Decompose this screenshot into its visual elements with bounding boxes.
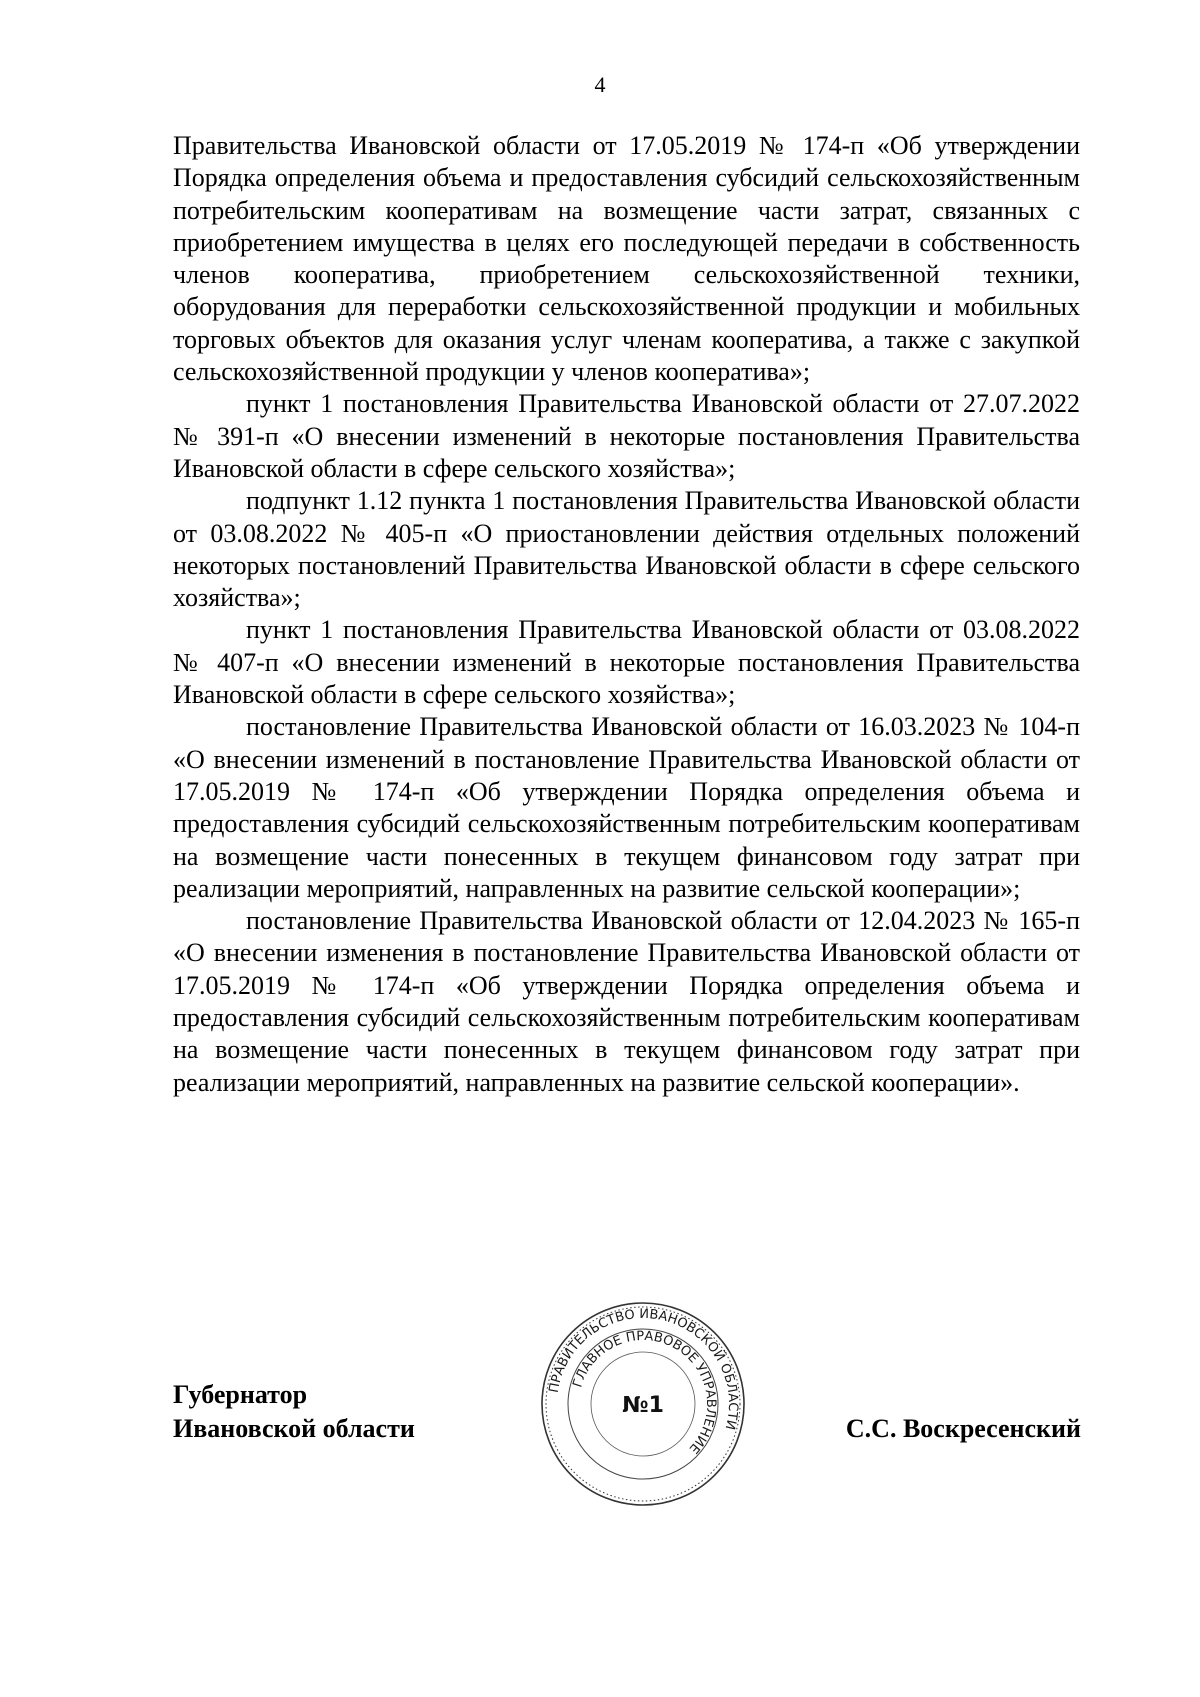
paragraph: пункт 1 постановления Правительства Ивановской области от 27.07.2022 № 391-п «О внесении изменений в некоторые постановления Правительства Ивановской области в сфере сельского хозяйства»; xyxy=(173,389,1080,483)
paragraph: Правительства Ивановской области от 17.05.2019 № 174-п «Об утверждении Порядка определения объема и предоставления субсидий сельскохозяйственным потребительским кооперативам на возмещение части затрат, связанных с приобретением имущества в целях его последующей передачи в собственность членов кооператива, приобретением сельскохозяйственной техники, оборудования для переработки сельскохозяйственной продукции и мобильных торговых объектов для оказания услуг членам кооператива, а также с закупкой сельскохозяйственной продукции у членов кооператива»; xyxy=(173,131,1080,387)
seal-inner-text: ГЛАВНОЕ ПРАВОВОЕ УПРАВЛЕНИЕ xyxy=(570,1328,719,1457)
paragraph: постановление Правительства Ивановской области от 12.04.2023 № 165-п «О внесении изменения в постановление Правительства Ивановской области от 17.05.2019 № 174-п «Об утверждении Порядка определения объема и предоставления субсидий сельскохозяйственным потребительским кооперативам на возмещение части понесенных в текущем финансовом году затрат при реализации мероприятий, направленных на развитие сельской кооперации». xyxy=(173,906,1080,1097)
signatory-position xyxy=(173,1378,415,1446)
paragraph: постановление Правительства Ивановской области от 16.03.2023 № 104-п «О внесении изменений в постановление Правительства Ивановской области от 17.05.2019 № 174-п «Об утверждении Порядка определения объема и предоставления субсидий сельскохозяйственным потребительским кооперативам на возмещение части понесенных в текущем финансовом году затрат при реализации мероприятий, направленных на развитие сельской кооперации»; xyxy=(173,712,1080,903)
seal-outer-text: ПРАВИТЕЛЬСТВО ИВАНОВСКОЙ ОБЛАСТИ xyxy=(546,1306,741,1432)
page-number: 4 xyxy=(594,72,606,97)
document-body xyxy=(173,130,1080,1099)
signatory-position-line: Губернатор xyxy=(173,1380,308,1409)
seal-center-text: №1 xyxy=(622,1393,664,1418)
official-seal xyxy=(539,1300,747,1508)
paragraph: подпункт 1.12 пункта 1 постановления Правительства Ивановской области от 03.08.2022 № 405-п «О приостановлении действия отдельных положений некоторых постановлений Правительства Ивановской области в сфере сельского хозяйства»; xyxy=(173,486,1080,613)
paragraph: пункт 1 постановления Правительства Ивановской области от 03.08.2022 № 407-п «О внесении изменений в некоторые постановления Правительства Ивановской области в сфере сельского хозяйства»; xyxy=(173,615,1080,710)
seal-graphic xyxy=(539,1300,747,1508)
signatory-position-line: Ивановской области xyxy=(173,1414,415,1443)
signatory-name: С.С. Воскресенский xyxy=(845,1414,1081,1443)
